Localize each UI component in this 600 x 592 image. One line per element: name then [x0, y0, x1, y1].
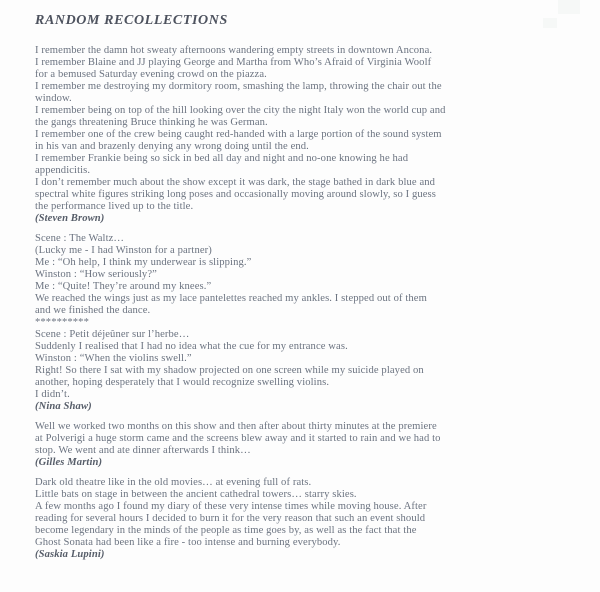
recollection-section-brown — [35, 45, 572, 225]
author-credit: (Saskia Lupini) — [35, 549, 105, 560]
scan-artifact — [543, 18, 557, 28]
author-credit: (Steven Brown) — [35, 213, 105, 224]
section-lines — [35, 233, 572, 401]
section-lines — [35, 477, 572, 549]
text-line: stop. We went and ate dinner afterwards I think… — [35, 445, 251, 456]
text-line: and we finished the dance. — [35, 305, 151, 316]
text-line: I remember one of the crew being caught red-handed with a large portion of the sound system — [35, 129, 442, 140]
text-line: another, hoping desperately that I would recognize swelling violins. — [35, 377, 330, 388]
text-line: for a bemused Saturday evening crowd on the piazza. — [35, 69, 267, 80]
text-line: Winston : “How seriously?” — [35, 269, 157, 280]
text-line: Winston : “When the violins swell.” — [35, 353, 192, 364]
text-line: I remember Blaine and JJ playing George and Martha from Who’s Afraid of Virginia Woolf — [35, 57, 432, 68]
text-line: reading for several hours I decided to burn it for the very reason that such an event should — [35, 513, 426, 524]
text-line: I don’t remember much about the show except it was dark, the stage bathed in dark blue and — [35, 177, 436, 188]
text-line: window. — [35, 93, 72, 104]
text-line: Right! So there I sat with my shadow projected on one screen while my suicide played on — [35, 365, 424, 376]
text-line: Well we worked two months on this show and then after about thirty minutes at the premiere — [35, 421, 437, 432]
text-line: Dark old theatre like in the old movies… at evening full of rats. — [35, 477, 312, 488]
text-line: appendicitis. — [35, 165, 91, 176]
text-line: in his van and brazenly denying any wrong doing until the end. — [35, 141, 309, 152]
author-credit: (Nina Shaw) — [35, 401, 92, 412]
page-title: RANDOM RECOLLECTIONS — [35, 13, 228, 28]
text-line: spectral white figures striking long poses and occasionally moving around slowly, so I guess — [35, 189, 437, 200]
text-line: We reached the wings just as my lace pantelettes reached my ankles. I stepped out of them — [35, 293, 427, 304]
text-line: Scene : Petit déjeûner sur l’herbe… — [35, 329, 190, 340]
author-credit: (Gilles Martin) — [35, 457, 103, 468]
text-line: I remember being on top of the hill looking over the city the night Italy won the world cup and — [35, 105, 446, 116]
text-line: Ghost Sonata had been like a fire - too intense and burning everybody. — [35, 537, 341, 548]
text-line: the performance lived up to the title. — [35, 201, 194, 212]
scan-artifact — [558, 0, 580, 14]
text-line: Scene : The Waltz… — [35, 233, 125, 244]
text-line: ********** — [35, 317, 89, 328]
text-line: Me : “Oh help, I think my underwear is slipping.” — [35, 257, 252, 268]
text-line: the gangs threatening Bruce thinking he was German. — [35, 117, 268, 128]
recollection-section-lupini — [35, 477, 572, 561]
recollection-section-martin — [35, 421, 572, 469]
text-line: at Polverigi a huge storm came and the screens blew away and it started to rain and we had to — [35, 433, 441, 444]
recollection-section-shaw — [35, 233, 572, 413]
text-line: Me : “Quite! They’re around my knees.” — [35, 281, 212, 292]
text-line: Little bats on stage in between the ancient cathedral towers… starry skies. — [35, 489, 357, 500]
text-line: I remember me destroying my dormitory room, smashing the lamp, throwing the chair out the — [35, 81, 442, 92]
section-lines — [35, 45, 572, 213]
text-line: become legendary in the minds of the people as time goes by, as well as the fact that the — [35, 525, 417, 536]
section-lines — [35, 421, 572, 457]
text-line: A few months ago I found my diary of these very intense times while moving house. After — [35, 501, 427, 512]
text-line: (Lucky me - I had Winston for a partner) — [35, 245, 212, 256]
text-line: I remember Frankie being so sick in bed all day and night and no-one knowing he had — [35, 153, 409, 164]
text-line: I remember the damn hot sweaty afternoons wandering empty streets in downtown Ancona. — [35, 45, 433, 56]
text-line: Suddenly I realised that I had no idea what the cue for my entrance was. — [35, 341, 348, 352]
text-line: I didn’t. — [35, 389, 70, 400]
